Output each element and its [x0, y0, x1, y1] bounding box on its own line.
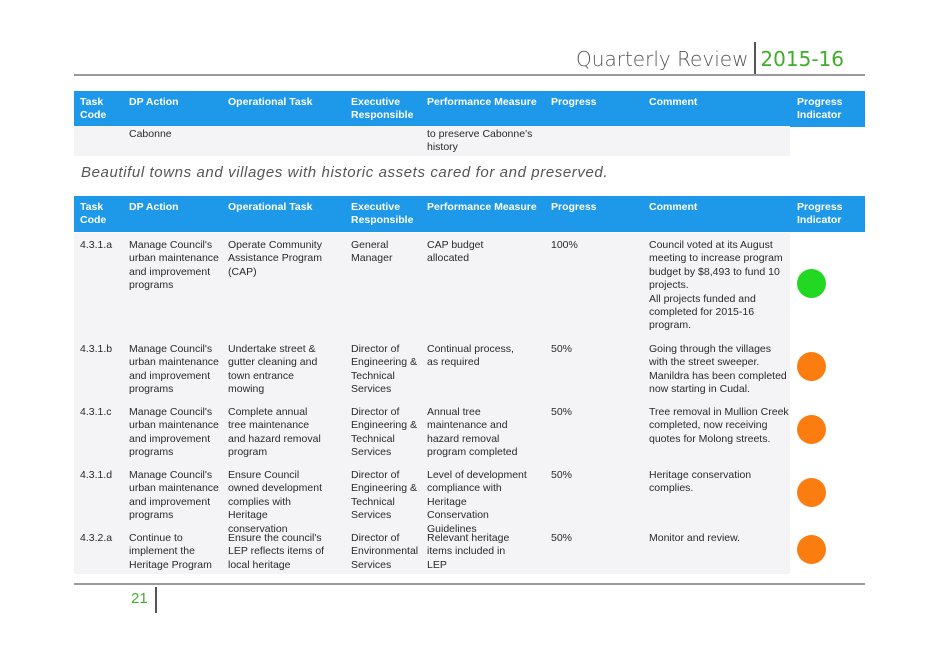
col-task-code: Task Code: [80, 201, 107, 226]
report-name: Quarterly Review: [576, 47, 749, 71]
page-number-divider: [155, 587, 157, 613]
col-performance-measure: Performance Measure: [427, 201, 537, 213]
continued-measure: to preserve Cabonne's history: [427, 128, 533, 153]
report-title: [576, 44, 844, 74]
performance-measure: Relevant heritage items included in LEP: [427, 532, 510, 571]
title-divider: [754, 42, 756, 76]
progress: 50%: [551, 469, 573, 481]
comment: Council voted at its August meeting to increase program budget by $8,493 to fund 10 projects. All projects funded and completed for 2015-16 program.: [649, 239, 783, 332]
executive-responsible: Director of Engineering & Technical Services: [351, 343, 417, 396]
comment: Monitor and review.: [649, 532, 741, 544]
progress-indicator-orange: [797, 415, 826, 444]
progress: 50%: [551, 406, 573, 418]
continued-dp-action: Cabonne: [129, 128, 172, 140]
dp-action: Manage Council's urban maintenance and improvement programs: [129, 469, 219, 522]
task-code: 4.3.1.c: [80, 406, 112, 418]
operational-task: Ensure the council's LEP reflects items of local heritage: [228, 532, 325, 571]
task-code: 4.3.2.a: [80, 532, 113, 544]
col-operational-task: Operational Task: [228, 201, 313, 213]
col-indicator: Progress Indicator: [797, 96, 843, 121]
col-comment: Comment: [649, 201, 698, 213]
dp-action: Continue to implement the Heritage Program: [129, 532, 212, 571]
executive-responsible: Director of Environmental Services: [351, 532, 419, 571]
executive-responsible: General Manager: [351, 239, 393, 265]
footer-rule: [74, 583, 865, 585]
comment: Tree removal in Mullion Creek completed, now receiving quotes for Molong streets.: [649, 406, 789, 445]
col-executive: Executive Responsible: [351, 96, 414, 121]
task-code: 4.3.1.b: [80, 343, 113, 355]
performance-measure: Annual tree maintenance and hazard removal program completed: [427, 406, 518, 459]
progress-indicator-orange: [797, 478, 826, 507]
comment: Going through the villages with the street sweeper. Manildra has been completed now starting in Cudal.: [649, 343, 787, 396]
header-rule: [74, 74, 865, 76]
performance-measure: CAP budget allocated: [427, 239, 484, 265]
col-indicator: Progress Indicator: [797, 201, 843, 226]
executive-responsible: Director of Engineering & Technical Services: [351, 469, 417, 522]
continued-row: [74, 126, 790, 156]
dp-action: Manage Council's urban maintenance and improvement programs: [129, 406, 219, 459]
page-number: 21: [131, 590, 148, 607]
task-code: 4.3.1.a: [80, 239, 113, 251]
table-row: [74, 400, 865, 463]
report-year: 2015-16: [760, 47, 844, 71]
comment: Heritage conservation complies.: [649, 469, 752, 495]
operational-task: Undertake street & gutter cleaning and town entrance mowing: [228, 343, 318, 396]
col-progress: Progress: [551, 96, 597, 108]
col-task-code: Task Code: [80, 96, 107, 121]
section-title: Beautiful towns and villages with historic assets cared for and preserved.: [81, 164, 609, 181]
progress-indicator-green: [797, 269, 826, 298]
table-row: [74, 463, 865, 535]
performance-measure: Continual process, as required: [427, 343, 514, 369]
table-row: [74, 526, 865, 574]
operational-task: Complete annual tree maintenance and hazard removal program: [228, 406, 321, 459]
col-progress: Progress: [551, 201, 597, 213]
col-comment: Comment: [649, 96, 698, 108]
table-row: [74, 337, 865, 400]
col-executive: Executive Responsible: [351, 201, 414, 226]
progress: 50%: [551, 532, 573, 544]
task-code: 4.3.1.d: [80, 469, 113, 481]
table-header-2: [74, 196, 865, 232]
progress-indicator-orange: [797, 352, 826, 381]
performance-measure: Level of development compliance with Heritage Conservation Guidelines: [427, 469, 527, 535]
progress-indicator-orange: [797, 535, 826, 564]
table-row: [74, 233, 865, 337]
col-dp-action: DP Action: [129, 201, 179, 213]
progress: 50%: [551, 343, 573, 355]
table-header: [74, 91, 865, 127]
col-dp-action: DP Action: [129, 96, 179, 108]
col-performance-measure: Performance Measure: [427, 96, 537, 108]
executive-responsible: Director of Engineering & Technical Services: [351, 406, 417, 459]
col-operational-task: Operational Task: [228, 96, 313, 108]
operational-task: Operate Community Assistance Program (CAP): [228, 239, 322, 278]
dp-action: Manage Council's urban maintenance and improvement programs: [129, 239, 219, 292]
progress: 100%: [551, 239, 578, 251]
dp-action: Manage Council's urban maintenance and improvement programs: [129, 343, 219, 396]
operational-task: Ensure Council owned development complies with Heritage conservation: [228, 469, 322, 535]
